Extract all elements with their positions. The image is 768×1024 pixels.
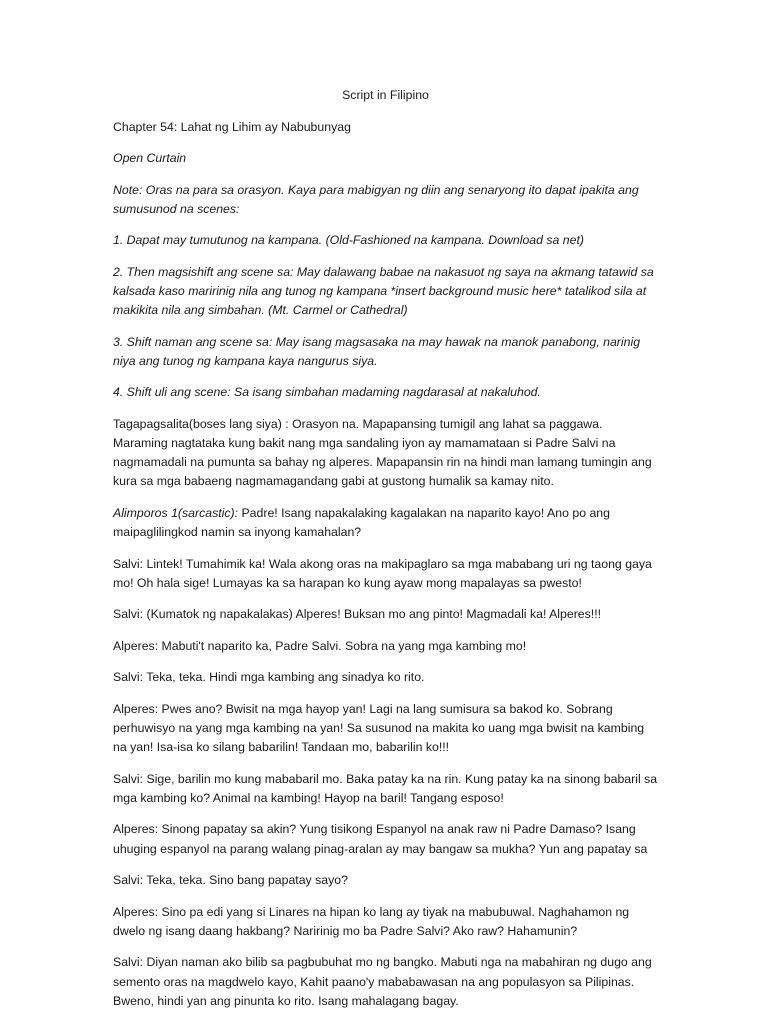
dialogue-line: Salvi: Diyan naman ako bilib sa pagbubuhat mo ng bangko. Mabuti nga na mabahiran ng dugo ang semento oras na magdwelo kayo, Kahit paano'y mababawasan na ang populasyon sa Pilipinas. Bweno, hindi yan ang pinunta ko rito. Isang mahalagang bagay. xyxy=(113,955,652,1008)
scene-item: 4. Shift uli ang scene: Sa isang simbahan madaming nagdarasal at nakaluhod. xyxy=(113,385,541,400)
open-curtain-direction: Open Curtain xyxy=(113,151,187,165)
dialogue-line: Salvi: Lintek! Tumahimik ka! Wala akong oras na makipaglaro sa mga mababang uri ng taong gaya mo! Oh hala sige! Lumayas ka sa harapan ko kung ayaw mong mapalayas sa pwesto! xyxy=(113,556,652,590)
narrator-line: Tagapagsalita(boses lang siya) : Orasyon na. Mapapansing tumigil ang lahat sa paggawa. Maraming nagtataka kung bakit nang mga sandaling iyon ay mamamataan si Padre Salvi na nagmamadali na pumunta sa bahay ng alperes. Mapapansin rin na hindi man lamang tumingin ang kura sa mga babaeng nagmamagandang gabi at gustong humalik sa kamay nito. xyxy=(113,416,652,489)
dialogue-line: Alperes: Mabuti't naparito ka, Padre Salvi. Sobra na yang mga kambing mo! xyxy=(113,638,527,653)
scene-note: Note: Oras na para sa orasyon. Kaya para mabigyan ng diin ang senaryong ito dapat ipakita ang sumusunod na scenes: xyxy=(113,182,639,216)
page-title: Script in Filipino xyxy=(342,88,429,102)
dialogue-line: Alperes: Pwes ano? Bwisit na mga hayop yan! Lagi na lang sumisura sa bakod ko. Sobrang perhuwisyo na yang mga kambing na yan! Sa susunod na makita ko uang mga bwisit na kambing na yan! Isa-isa ko silang babarilin! Tandaan mo, babarilin ko!!! xyxy=(113,701,645,755)
dialogue-text: Padre! Isang napakalaking kagalakan na naparito kayo! Ano po ang maipaglilingkod namin sa inyong kamahalan? xyxy=(113,505,610,540)
dialogue-line: Salvi: (Kumatok ng napakalakas) Alperes! Buksan mo ang pinto! Magmadali ka! Alperes!!! xyxy=(113,607,602,622)
scene-item: 3. Shift naman ang scene sa: May isang magsasaka na may hawak na manok panabong, narinig niya ang tunog ng kampana kaya nangurus siya. xyxy=(113,334,641,368)
scene-item: 2. Then magsishift ang scene sa: May dalawang babae na nakasuot ng saya na akmang tatawid sa kalsada kaso maririnig nila ang tunog ng kampana *insert background music here* tatalikod sila at makikita nila ang simbahan. (Mt. Carmel or Cathedral) xyxy=(113,264,654,318)
dialogue-line: Salvi: Teka, teka. Hindi mga kambing ang sinadya ko rito. xyxy=(113,670,425,685)
chapter-heading: Chapter 54: Lahat ng Lihim ay Nabubunyag xyxy=(113,119,351,134)
speaker-name: Alimporos 1(sarcastic): xyxy=(113,505,239,520)
dialogue-line: Salvi: Teka, teka. Sino bang papatay sayo? xyxy=(113,873,348,888)
dialogue-line-alimporos xyxy=(113,504,658,542)
dialogue-line: Alperes: Sinong papatay sa akin? Yung tisikong Espanyol na anak raw ni Padre Damaso? Isang uhuging espanyol na parang walang pinag-aralan ay may bangaw sa mukha? Yun ang papatay sa xyxy=(113,822,648,856)
scene-item: 1. Dapat may tumutunog na kampana. (Old-Fashioned na kampana. Download sa net) xyxy=(113,233,584,248)
dialogue-line: Salvi: Sige, barilin mo kung mababaril mo. Baka patay ka na rin. Kung patay ka na sinong babaril sa mga kambing ko? Animal na kambing! Hayop na baril! Tangang esposo! xyxy=(113,771,658,805)
dialogue-line: Alperes: Sino pa edi yang si Linares na hipan ko lang ay tiyak na mabubuwal. Naghahamon ng dwelo ng isang daang hakbang? Naririnig mo ba Padre Salvi? Ako raw? Hahamunin? xyxy=(113,904,630,938)
script-page xyxy=(113,86,658,1023)
